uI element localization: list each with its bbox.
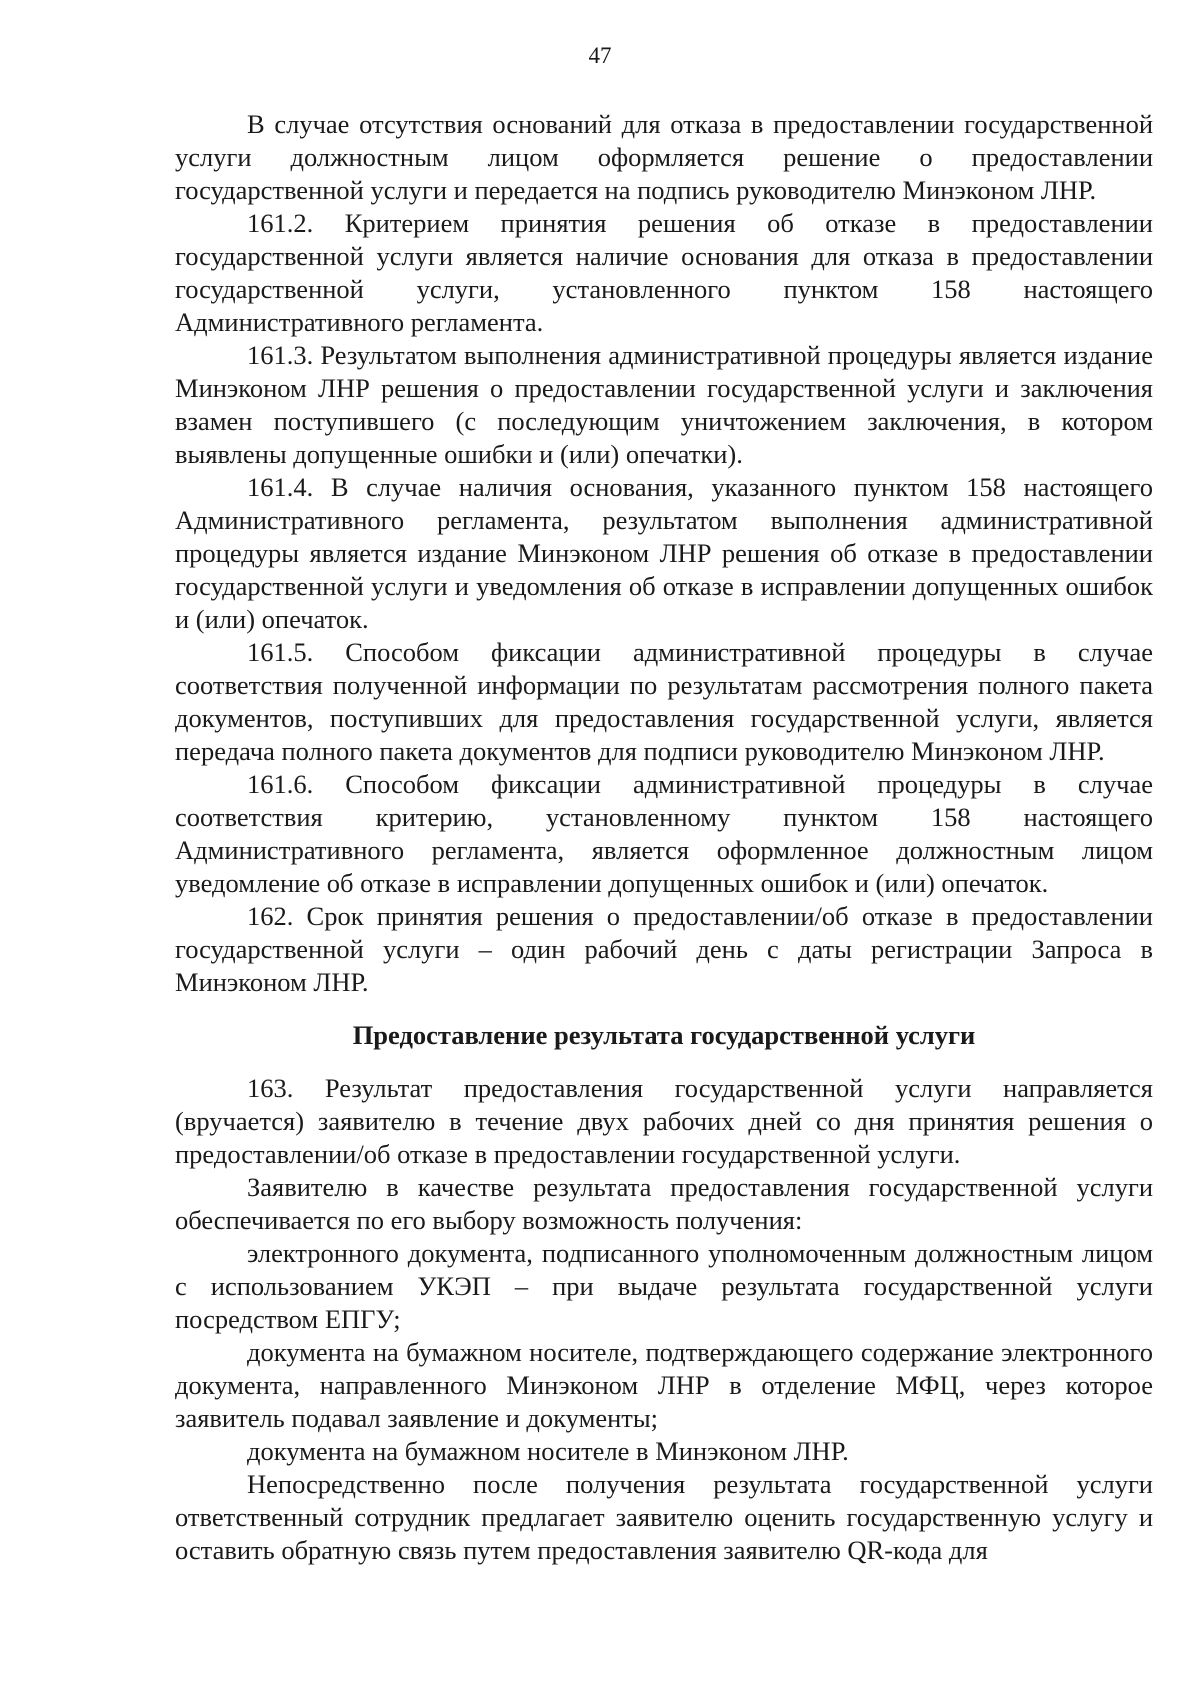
paragraph-decision-granted: В случае отсутствия оснований для отказа в предоставлении государственной услуги должностным лицом оформляется решение о предоставлении государственной услуги и передается на подпись руководителю Минэконом ЛНР. [175,109,1153,205]
page-number: 47 [588,43,612,68]
paragraph-161-5: 161.5. Способом фиксации административной процедуры в случае соответствия полученной информации по результатам рассмотрения полного пакета документов, поступивших для предоставления государственной услуги, является передача полного пакета документов для подписи руководителю Минэконом ЛНР. [175,637,1153,766]
paragraph-feedback: Непосредственно после получения результата государственной услуги ответственный сотрудник предлагает заявителю оценить государственную услугу и оставить обратную связь путем предоставления заявителю QR-кода для [175,1469,1153,1565]
paragraph-161-3: 161.3. Результатом выполнения административной процедуры является издание Минэконом ЛНР решения о предоставлении государственной услуги и заключения взамен поступившего (с последующим уничтожением заключения, в котором выявлены допущенные ошибки и (или) опечатки). [175,340,1153,469]
document-body [175,108,1153,1567]
paragraph-162: 162. Срок принятия решения о предоставлении/об отказе в предоставлении государственной услуги – один рабочий день с даты регистрации Запроса в Минэконом ЛНР. [175,901,1153,997]
paragraph-161-4: 161.4. В случае наличия основания, указанного пунктом 158 настоящего Административного регламента, результатом выполнения административной процедуры является издание Минэконом ЛНР решения об отказе в предоставлении государственной услуги и уведомления об отказе в исправлении допущенных ошибок и (или) опечаток. [175,472,1153,634]
section-heading: Предоставление результата государственной услуги [352,1020,976,1050]
paragraph-163: 163. Результат предоставления государственной услуги направляется (вручается) заявителю в течение двух рабочих дней со дня принятия решения о предоставлении/об отказе в предоставлении государственной услуги. [175,1073,1153,1169]
paragraph-161-6: 161.6. Способом фиксации административной процедуры в случае соответствия критерию, установленному пунктом 158 настоящего Административного регламента, является оформленное должностным лицом уведомление об отказе в исправлении допущенных ошибок и (или) опечаток. [175,769,1153,898]
paragraph-option-paper-mfc: документа на бумажном носителе, подтверждающего содержание электронного документа, направленного Минэконом ЛНР в отделение МФЦ, через которое заявитель подавал заявление и документы; [175,1337,1153,1433]
paragraph-option-electronic: электронного документа, подписанного уполномоченным должностным лицом с использованием УКЭП – при выдаче результата государственной услуги посредством ЕПГУ; [175,1238,1153,1334]
paragraph-161-2: 161.2. Критерием принятия решения об отказе в предоставлении государственной услуги является наличие основания для отказа в предоставлении государственной услуги, установленного пунктом 158 настоящего Административного регламента. [175,208,1153,337]
paragraph-result-options: Заявителю в качестве результата предоставления государственной услуги обеспечивается по его выбору возможность получения: [175,1172,1153,1235]
paragraph-option-paper-ministry: документа на бумажном носителе в Минэконом ЛНР. [247,1436,849,1466]
